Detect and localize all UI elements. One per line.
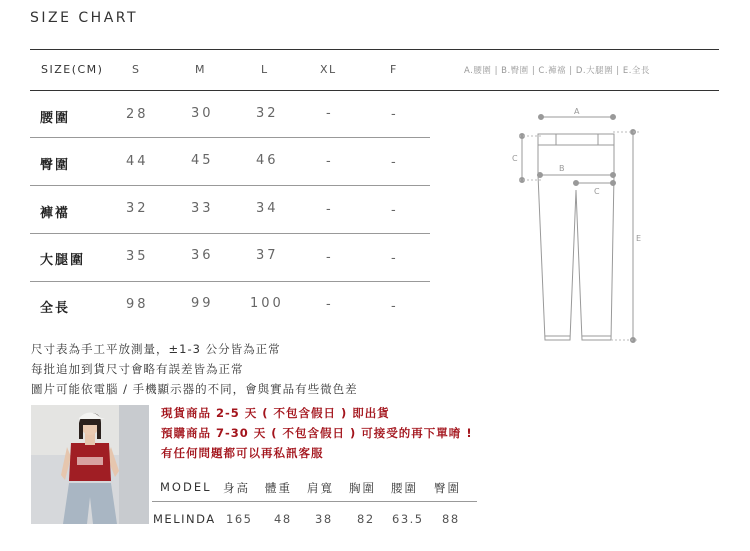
row-divider	[30, 281, 430, 282]
note-measurement: 尺寸表為手工平放測量，±1-3 公分皆為正常	[31, 342, 281, 356]
table-cell: -	[326, 250, 334, 265]
diagram-label-b: B	[559, 164, 565, 173]
row-divider	[30, 185, 430, 186]
table-cell: 36	[191, 248, 214, 263]
diagram-label-e: E	[636, 234, 642, 243]
model-header-height: 身高	[223, 481, 250, 495]
model-header-bust: 胸圍	[349, 481, 376, 495]
model-header-waist: 腰圍	[391, 481, 418, 495]
table-cell: -	[326, 154, 334, 169]
model-value-shoulder: 38	[315, 512, 333, 526]
page-title: SIZE CHART	[30, 10, 139, 26]
table-top-divider	[30, 49, 719, 50]
table-cell: 33	[191, 201, 214, 216]
table-cell: -	[326, 297, 334, 312]
model-value-bust: 82	[357, 512, 375, 526]
size-header-xl: XL	[320, 63, 337, 76]
diagram-label-c-left: C	[512, 154, 518, 163]
row-label-hip: 臀圍	[40, 158, 71, 173]
waistband-shape	[538, 134, 614, 145]
shipping-note-instock: 現貨商品 2-5 天 ( 不包含假日 ) 即出貨	[161, 406, 390, 420]
model-divider	[152, 501, 477, 502]
table-cell: 100	[250, 296, 284, 311]
table-cell: 28	[126, 107, 149, 122]
measurement-legend: A.腰圍 | B.臀圍 | C.褲襠 | D.大腿圍 | E.全長	[464, 66, 650, 76]
table-cell: 34	[256, 201, 279, 216]
table-cell: 44	[126, 154, 149, 169]
table-cell: 98	[126, 297, 149, 312]
table-cell: -	[391, 203, 399, 218]
pants-measurement-diagram	[505, 100, 655, 350]
table-cell: -	[391, 107, 399, 122]
table-cell: 45	[191, 153, 214, 168]
note-variance: 每批追加到貨尺寸會略有誤差皆為正常	[31, 362, 244, 376]
size-header-label: SIZE(CM)	[41, 63, 104, 76]
size-header-l: L	[261, 63, 269, 76]
table-cell: 35	[126, 249, 149, 264]
size-header-f: F	[390, 63, 398, 76]
model-header-weight: 體重	[265, 481, 292, 495]
diagram-label-a: A	[574, 107, 580, 116]
row-divider	[30, 137, 430, 138]
table-cell: 32	[126, 201, 149, 216]
size-header-s: S	[132, 63, 141, 76]
row-label-thigh: 大腿圍	[40, 253, 86, 268]
shipping-note-preorder: 預購商品 7-30 天 ( 不包含假日 ) 可接受的再下單唷 !	[161, 426, 473, 440]
table-cell: -	[326, 106, 334, 121]
model-name: MELINDA	[153, 512, 216, 526]
row-label-rise: 褲襠	[40, 206, 71, 221]
table-cell: -	[391, 251, 399, 266]
model-photo	[31, 405, 149, 524]
pants-outline	[538, 145, 614, 340]
table-cell: -	[326, 202, 334, 217]
model-header-hip: 臀圍	[434, 481, 461, 495]
row-label-length: 全長	[40, 301, 71, 316]
model-header-label: MODEL	[160, 480, 212, 494]
table-cell: 46	[256, 153, 279, 168]
table-cell: -	[391, 299, 399, 314]
table-cell: -	[391, 155, 399, 170]
size-header-m: M	[195, 63, 206, 76]
table-cell: 30	[191, 106, 214, 121]
model-value-hip: 88	[442, 512, 460, 526]
diagram-label-c-thigh: C	[594, 187, 600, 196]
model-value-waist: 63.5	[392, 512, 424, 526]
model-value-height: 165	[226, 512, 253, 526]
table-header-divider	[30, 90, 719, 91]
model-value-weight: 48	[274, 512, 292, 526]
note-color: 圖片可能依電腦 / 手機顯示器的不同，會與實品有些微色差	[31, 382, 358, 396]
table-cell: 37	[256, 248, 279, 263]
row-divider	[30, 233, 430, 234]
model-header-shoulder: 肩寬	[307, 481, 334, 495]
table-cell: 99	[191, 296, 214, 311]
row-label-waist: 腰圍	[40, 111, 71, 126]
shipping-note-contact: 有任何問題都可以再私訊客服	[161, 446, 324, 460]
table-cell: 32	[256, 106, 279, 121]
